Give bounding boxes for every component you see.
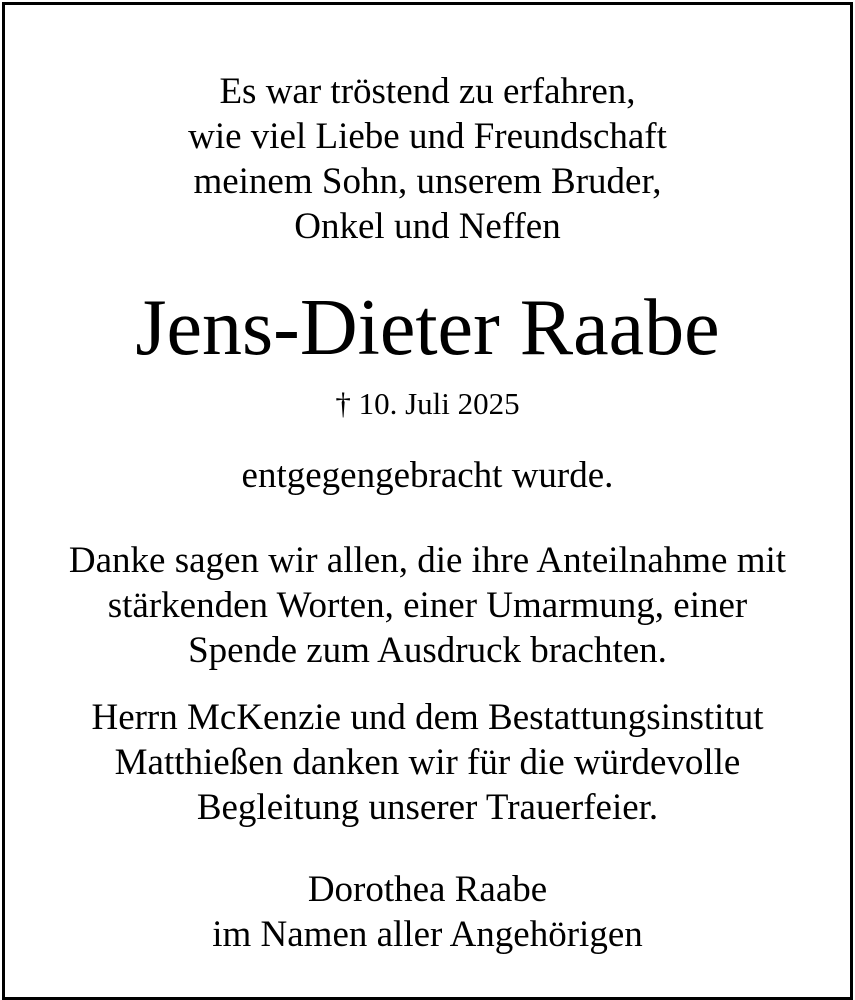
death-date-text: † 10. Juli 2025 xyxy=(335,386,520,421)
thanks-line: Spende zum Ausdruck brachten. xyxy=(188,630,667,671)
intro-line: wie viel Liebe und Freundschaft xyxy=(188,116,667,157)
continuation-line: entgegengebracht wurde. xyxy=(241,455,614,496)
signature-name: Dorothea Raabe xyxy=(307,869,548,910)
thanks-paragraph xyxy=(5,538,850,673)
intro-line: Es war tröstend zu erfahren, xyxy=(219,71,636,112)
intro-line: meinem Sohn, unserem Bruder, xyxy=(193,161,662,202)
funeral-thanks-paragraph xyxy=(5,695,850,830)
signature-block xyxy=(5,867,850,957)
thanks-line: stärkenden Worten, einer Umarmung, einer xyxy=(107,585,748,626)
deceased-name xyxy=(5,283,850,373)
intro-text xyxy=(5,69,850,249)
obituary-notice-frame xyxy=(2,2,853,1000)
funeral-thanks-line: Matthießen danken wir für die würdevolle xyxy=(114,742,741,783)
signature-note: im Namen aller Angehörigen xyxy=(212,914,643,955)
thanks-line: Danke sagen wir allen, die ihre Anteilnahme mit xyxy=(68,540,787,581)
deceased-name-text: Jens-Dieter Raabe xyxy=(135,284,720,372)
continuation-text xyxy=(5,453,850,498)
funeral-thanks-line: Herrn McKenzie und dem Bestattungsinstitut xyxy=(91,697,764,738)
death-date xyxy=(5,384,850,424)
funeral-thanks-line: Begleitung unserer Trauerfeier. xyxy=(196,787,659,828)
intro-line: Onkel und Neffen xyxy=(294,206,561,247)
